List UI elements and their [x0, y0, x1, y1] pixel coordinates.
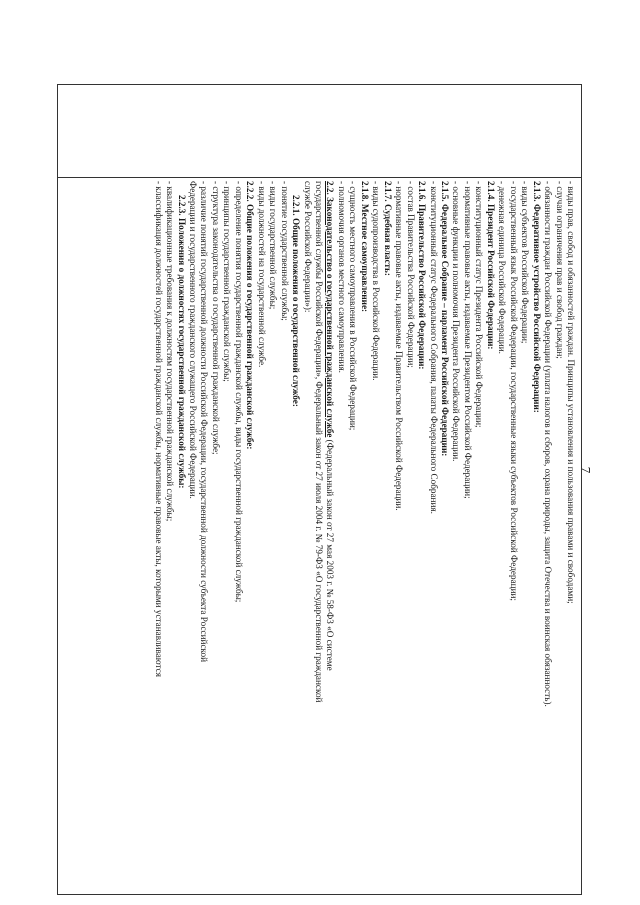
text-line: 2.1.7. Судебная власть:: [382, 181, 393, 276]
text-line: - конституционный статус Президента Российской Федерации;: [474, 181, 485, 428]
text-line: государственной службы Российской Федерации», Федеральный закон от 27 июля 2004 г. № 79-ФЗ «О государственной гражданской: [314, 181, 325, 703]
section-heading: 2.2. Законодательство о государственной гражданской службе: [325, 181, 336, 438]
text-line: [324, 181, 335, 889]
text-line: - государственный язык Российской Федерации, государственные языки субъектов Российской Федерации;: [508, 181, 519, 601]
rotated-content-cell: [57, 177, 582, 893]
text-line: - принципы государственной гражданской службы;: [222, 181, 233, 382]
text-line: - виды государственной службы;: [268, 181, 279, 310]
text-line: - конституционный статус Федерального Собрания, палаты Федерального Собрания.: [428, 181, 439, 514]
text-line: - состав Правительства Российской Федерации;: [405, 181, 416, 368]
text-line: - денежная единица Российской Федерации.: [497, 181, 508, 354]
text-line: - классификация должностей государственной гражданской службы, нормативные правовые акты, которыми устанавливаются: [153, 181, 164, 677]
text-line: - обязанности граждан Российской Федерации (уплата налогов и сборов, охрана природы, защита Отечества и воинская обязанность).: [543, 181, 554, 707]
text-line: - виды прав, свобод и обязанностей граждан. Принципы установления и пользования правами и свободами;: [566, 181, 576, 604]
text-line: - нормативные правовые акты, издаваемые Правительством Российской Федерации.: [394, 181, 405, 511]
text-line: 2.2.2. Общие положения о государственной гражданской службе:: [245, 181, 256, 450]
text-line: - виды должностей на государственной службе.: [256, 181, 267, 368]
text-line: - сущность местного самоуправления в Российской Федерации;: [348, 181, 359, 431]
text-line: 2.1.3. Федеративное устройство Российской Федерации:: [531, 181, 542, 413]
text-line: - виды судопроизводства в Российской Федерации.: [371, 181, 382, 381]
text-line: - квалификационные требования к должностям государственной гражданской службы;: [165, 181, 176, 522]
text-line: 2.1.5. Федеральное Собрание – парламент Российской Федерации:: [440, 181, 451, 457]
text-line: - виды субъектов Российской Федерации;: [520, 181, 531, 344]
text-line: службе Российской Федерации»):: [302, 181, 313, 313]
content-text: [152, 181, 576, 889]
text-line: Федерации и государственного гражданского служащего Российской Федерации.: [188, 181, 199, 499]
text-line: 2.2.3. Положения о должностях государственной гражданской службы:: [176, 195, 187, 489]
text-line: 2.1.8. Местное самоуправление:: [359, 181, 370, 313]
text-line: - различие понятий государственной должности Российской Федерации, государственной должности субъекта Российской: [199, 181, 210, 663]
text-line: - полномочия органов местного самоуправления.: [336, 181, 347, 373]
text-line: - понятие государственной службы;: [279, 181, 290, 321]
heading-rest: (Федеральный закон от 27 мая 2003 г. № 58-ФЗ «О системе: [325, 437, 336, 671]
text-line: - нормативные правовые акты, издаваемые Президентом Российской Федерации;: [462, 181, 473, 499]
page-number: 7: [578, 466, 594, 474]
text-line: 2.2.1. Общие положения о государственной службе:: [291, 195, 302, 407]
text-line: - определение понятия государственной гражданской службы, виды государственной гражданской службы;: [233, 181, 244, 603]
text-line: 2.1.4. Президент Российской Федерации:: [485, 181, 496, 350]
text-line: - случаи ограничения прав и свобод граждан;: [554, 181, 565, 359]
text-line: - основные функции и полномочия Президента Российской Федерации.: [451, 181, 462, 462]
text-line: 2.1.6. Правительство Российской Федерации:: [417, 181, 428, 370]
text-line: - структура законодательства о государственной гражданской службе;: [210, 181, 221, 455]
